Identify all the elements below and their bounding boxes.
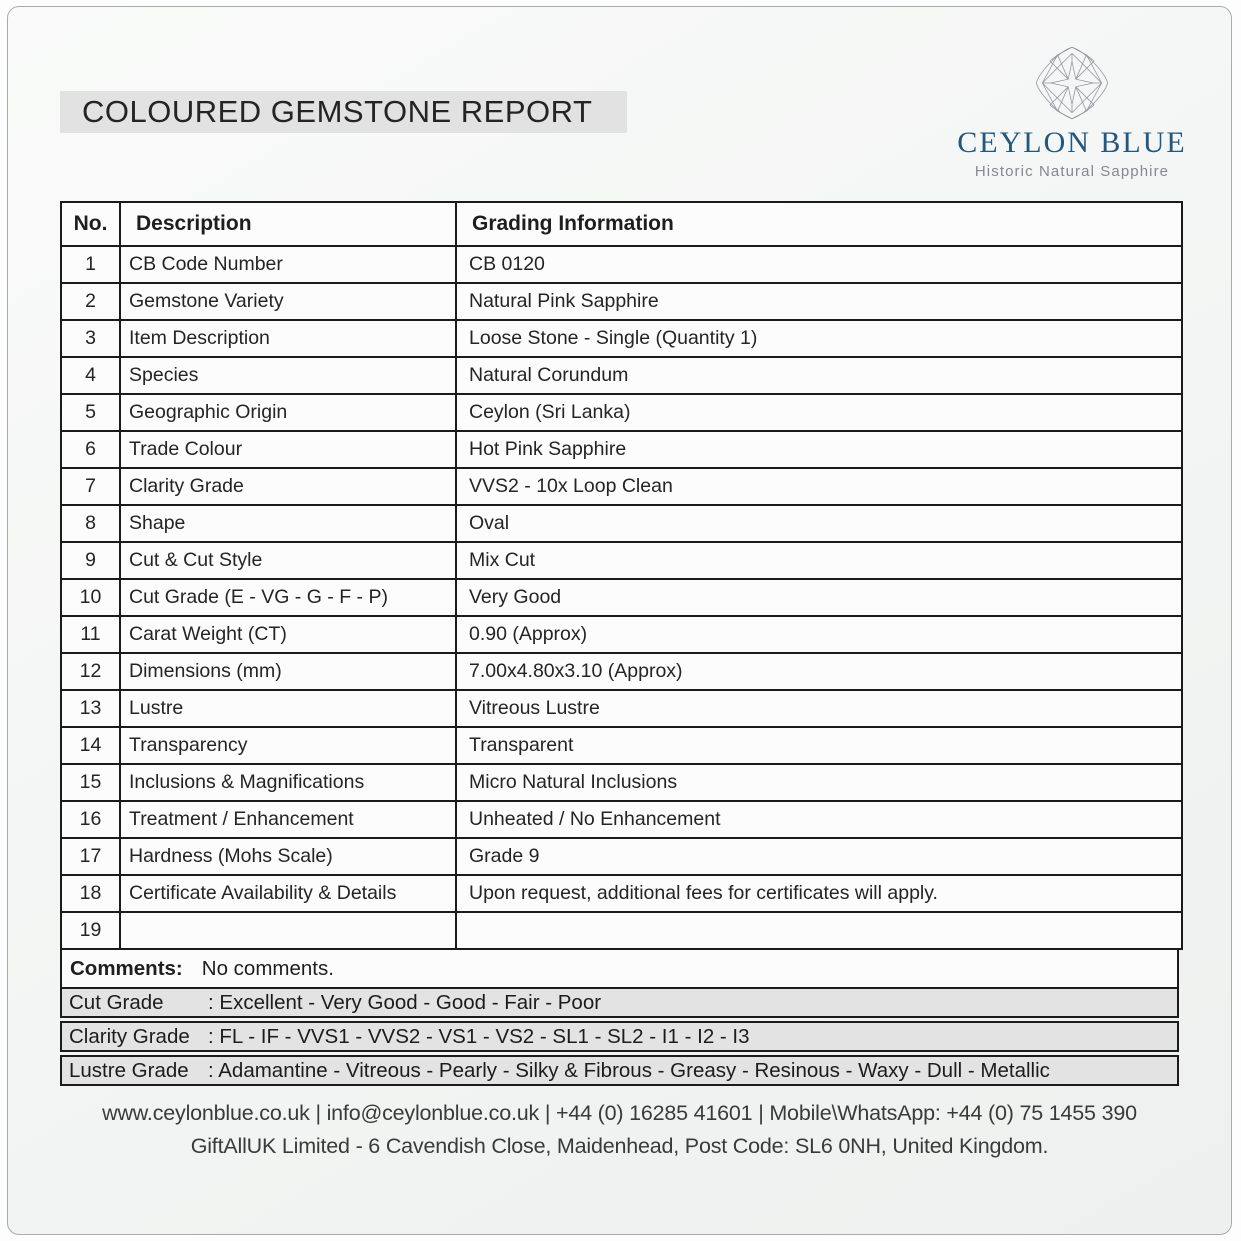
cell-description: Species — [120, 357, 456, 394]
cell-description: Transparency — [120, 727, 456, 764]
cell-description: Shape — [120, 505, 456, 542]
cell-no: 1 — [61, 246, 120, 283]
cell-no: 8 — [61, 505, 120, 542]
table-row — [61, 505, 1182, 542]
brand-logo — [957, 45, 1187, 180]
table-row — [61, 801, 1182, 838]
cell-grading: Oval — [456, 505, 1182, 542]
cell-no: 5 — [61, 394, 120, 431]
cell-no: 13 — [61, 690, 120, 727]
cell-grading: 7.00x4.80x3.10 (Approx) — [456, 653, 1182, 690]
cell-no: 11 — [61, 616, 120, 653]
cut-grade-scale-values: : Excellent - Very Good - Good - Fair - Poor — [208, 990, 602, 1014]
cell-description: Cut Grade (E - VG - G - F - P) — [120, 579, 456, 616]
table-row — [61, 690, 1182, 727]
clarity-grade-scale-values: : FL - IF - VVS1 - VVS2 - VS1 - VS2 - SL1 - SL2 - I1 - I2 - I3 — [208, 1024, 750, 1048]
table-row — [61, 357, 1182, 394]
cell-grading: Natural Pink Sapphire — [456, 283, 1182, 320]
cell-description: Trade Colour — [120, 431, 456, 468]
cell-no: 16 — [61, 801, 120, 838]
report-header — [8, 7, 1231, 180]
cell-description — [120, 912, 456, 949]
cell-description: Geographic Origin — [120, 394, 456, 431]
header-row — [61, 202, 1182, 246]
cut-grade-scale-label: Cut Grade — [69, 990, 164, 1014]
table-row — [61, 246, 1182, 283]
lustre-grade-scale-row — [60, 1055, 1179, 1086]
cell-grading: Very Good — [456, 579, 1182, 616]
cell-grading: Mix Cut — [456, 542, 1182, 579]
comments-label: Comments: — [70, 956, 183, 980]
cell-no: 17 — [61, 838, 120, 875]
report-title-box — [60, 91, 627, 133]
table-row — [61, 320, 1182, 357]
cell-no: 6 — [61, 431, 120, 468]
gem-wireframe-icon — [1034, 45, 1110, 121]
table-row — [61, 431, 1182, 468]
grading-table-header — [61, 202, 1182, 246]
cell-no: 7 — [61, 468, 120, 505]
cut-grade-scale-row — [60, 987, 1179, 1018]
cell-no: 15 — [61, 764, 120, 801]
header-no: No. — [61, 202, 120, 246]
report-page — [7, 6, 1232, 1235]
cell-no: 12 — [61, 653, 120, 690]
cell-no: 14 — [61, 727, 120, 764]
cell-description: Dimensions (mm) — [120, 653, 456, 690]
cell-grading: Loose Stone - Single (Quantity 1) — [456, 320, 1182, 357]
cell-description: Item Description — [120, 320, 456, 357]
table-row — [61, 875, 1182, 912]
cell-grading: Transparent — [456, 727, 1182, 764]
cell-no: 9 — [61, 542, 120, 579]
header-grading: Grading Information — [456, 202, 1182, 246]
cell-grading: VVS2 - 10x Loop Clean — [456, 468, 1182, 505]
cell-grading: Ceylon (Sri Lanka) — [456, 394, 1182, 431]
cell-no: 19 — [61, 912, 120, 949]
cell-description: Inclusions & Magnifications — [120, 764, 456, 801]
table-row — [61, 468, 1182, 505]
cell-grading: CB 0120 — [456, 246, 1182, 283]
cell-description: Hardness (Mohs Scale) — [120, 838, 456, 875]
cell-no: 3 — [61, 320, 120, 357]
cell-description: Gemstone Variety — [120, 283, 456, 320]
cell-grading: Natural Corundum — [456, 357, 1182, 394]
clarity-grade-scale-row — [60, 1021, 1179, 1052]
cell-description: Lustre — [120, 690, 456, 727]
cell-no: 18 — [61, 875, 120, 912]
footer-address-line: GiftAllUK Limited - 6 Cavendish Close, Maidenhead, Post Code: SL6 0NH, United Kingdom. — [190, 1134, 1049, 1158]
page-title: COLOURED GEMSTONE REPORT — [82, 94, 593, 129]
lustre-grade-scale-label: Lustre Grade — [69, 1058, 189, 1082]
cell-grading: Upon request, additional fees for certificates will apply. — [456, 875, 1182, 912]
cell-description: Carat Weight (CT) — [120, 616, 456, 653]
cell-grading: Vitreous Lustre — [456, 690, 1182, 727]
header-description: Description — [120, 202, 456, 246]
grading-table-body — [61, 246, 1182, 949]
table-row — [61, 542, 1182, 579]
comments-value: No comments. — [201, 956, 334, 980]
table-row — [61, 283, 1182, 320]
cell-description: Certificate Availability & Details — [120, 875, 456, 912]
cell-grading: Hot Pink Sapphire — [456, 431, 1182, 468]
cell-description: CB Code Number — [120, 246, 456, 283]
grade-scales — [60, 987, 1179, 1086]
cell-grading: Micro Natural Inclusions — [456, 764, 1182, 801]
cell-description: Cut & Cut Style — [120, 542, 456, 579]
cell-grading: Grade 9 — [456, 838, 1182, 875]
cell-description: Treatment / Enhancement — [120, 801, 456, 838]
cell-grading: 0.90 (Approx) — [456, 616, 1182, 653]
brand-name: CEYLON BLUE — [957, 126, 1187, 159]
clarity-grade-scale-label: Clarity Grade — [69, 1024, 190, 1048]
brand-tagline: Historic Natural Sapphire — [974, 163, 1170, 180]
footer-contact-line: www.ceylonblue.co.uk | info@ceylonblue.co.uk | +44 (0) 16285 41601 | Mobile\WhatsApp: +44 (0) 75 1455 390 — [102, 1101, 1137, 1125]
lustre-grade-scale-values: : Adamantine - Vitreous - Pearly - Silky & Fibrous - Greasy - Resinous - Waxy - Dull - Metallic — [208, 1058, 1050, 1082]
table-row — [61, 394, 1182, 431]
table-row — [61, 838, 1182, 875]
cell-no: 10 — [61, 579, 120, 616]
cell-grading — [456, 912, 1182, 949]
grading-table — [60, 201, 1183, 950]
cell-description: Clarity Grade — [120, 468, 456, 505]
table-row — [61, 653, 1182, 690]
table-row — [61, 912, 1182, 949]
comments-row — [60, 948, 1179, 989]
table-row — [61, 727, 1182, 764]
report-footer — [8, 1101, 1231, 1159]
table-row — [61, 764, 1182, 801]
cell-no: 2 — [61, 283, 120, 320]
table-row — [61, 616, 1182, 653]
cell-no: 4 — [61, 357, 120, 394]
table-row — [61, 579, 1182, 616]
cell-grading: Unheated / No Enhancement — [456, 801, 1182, 838]
